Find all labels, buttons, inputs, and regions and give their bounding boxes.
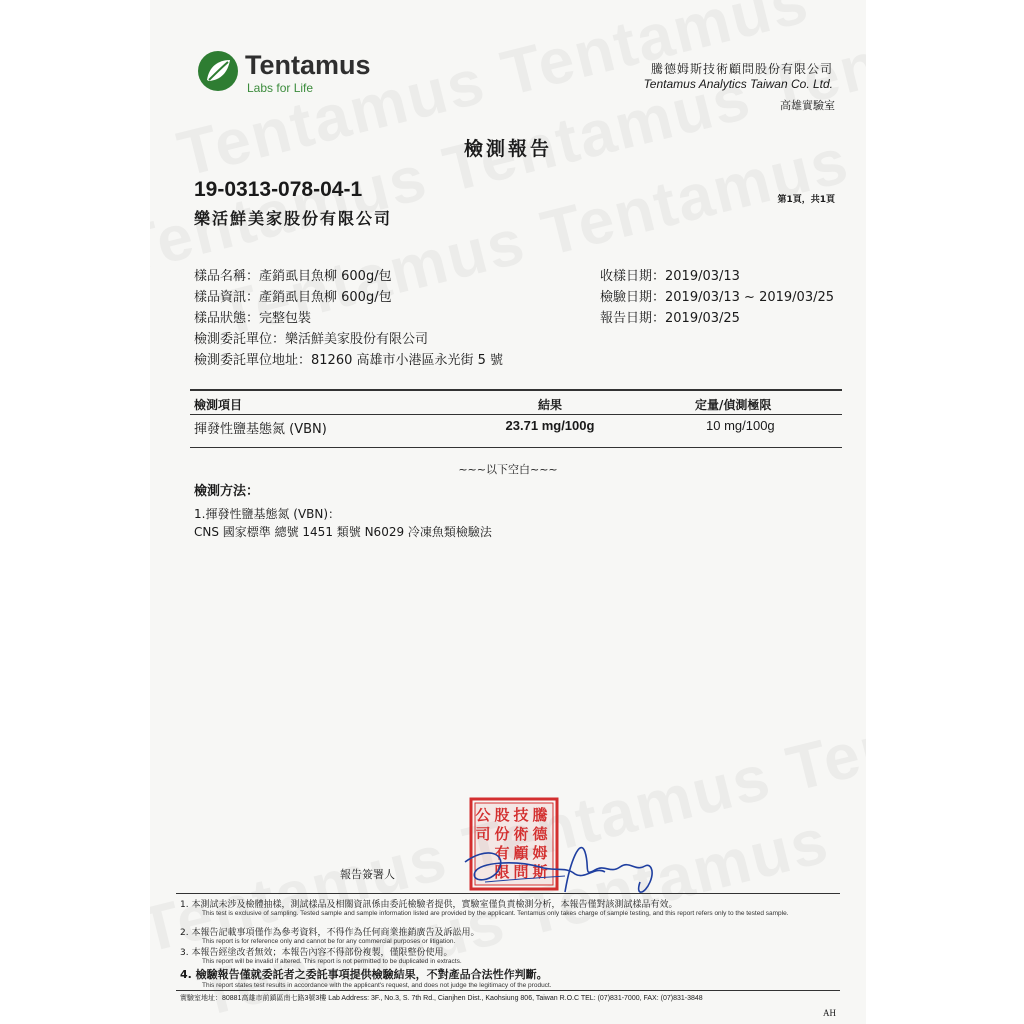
lab-address: 實驗室地址：80881高雄市前鎮區南七路3號3樓 Lab Address: 3F., No.3, S. 7th Rd., Cianjhen Dist., Kaohsiung 806, Taiwan R.O.C TEL: (07)831-7000, FAX: (07)831-3848 [180,995,703,1002]
notes-rule [176,893,840,894]
seal-glyph: 份 [494,825,510,843]
result-limit: 10 mg/100g [706,418,775,433]
address-rule [176,990,840,991]
seal-glyph: 有 [494,844,510,862]
note-2-en: This report is for reference only and cannot be for any commercial purposes or litigation. [202,938,456,945]
report-number: 19-0313-078-04-1 [194,178,363,201]
note-3-en: This report will be invalid if altered. This report is not permitted to be duplicated in extracts. [202,958,462,965]
note-2-zh: 2. 本報告記載事項僅作為參考資料，不得作為任何商業推銷廣告及訴訟用。 [180,928,480,938]
logo-name: Tentamus [245,50,371,80]
seal-glyph: 限 [494,863,510,881]
note-1-en: This test is exclusive of sampling. Tested sample and sample information listed are provided by the applicant. Tentamus only takes charge of sample testing, and this report refers only to the tested sample. [202,910,789,917]
blank-below-note: ~~~以下空白~~~ [458,463,558,476]
sample-info: 樣品資訊：產銷虱目魚柳 600g/包 [194,290,392,305]
seal-glyph: 技 [513,806,529,824]
table-top-rule [190,389,842,391]
company-name-zh: 騰德姆斯技術顧問股份有限公司 [650,62,833,76]
received-date: 收樣日期：2019/03/13 [600,269,740,284]
seal-glyph: 問 [513,863,529,881]
test-date: 檢驗日期：2019/03/13 ~ 2019/03/25 [600,290,835,305]
seal-glyph: 姆 [532,844,548,862]
client-address: 檢測委託單位地址：81260 高雄市小港區永光街 5 號 [194,353,504,368]
sample-name: 樣品名稱：產銷虱目魚柳 600g/包 [194,269,392,284]
client-name: 樂活鮮美家股份有限公司 [194,209,393,228]
note-3-zh: 3. 本報告經塗改者無效；本報告內容不得部份複製，僅限整份使用。 [180,948,453,958]
report-page [150,0,866,1024]
tentamus-leaf-logo [197,50,239,92]
seal-glyph: 司 [475,825,491,843]
seal-glyph: 騰 [532,806,548,824]
header-limit: 定量/偵測極限 [695,398,772,412]
company-name-en: Tentamus Analytics Taiwan Co. Ltd. [643,77,833,91]
seal-glyph: 顧 [513,844,529,862]
header-result: 結果 [537,398,562,412]
note-4-en: This report states test results in accordance with the applicant's request, and does not judge the legitimacy of the product. [202,982,552,989]
seal-glyph: 術 [513,825,529,843]
sample-status: 樣品狀態：完整包裝 [194,311,312,326]
method-line: CNS 國家標準 總號 1451 類號 N6029 冷凍魚類檢驗法 [194,525,492,539]
result-value: 23.71 mg/100g [505,418,595,433]
seal-glyph: 德 [532,825,548,843]
method-heading: 檢測方法： [194,484,260,499]
table-bottom-rule [190,447,842,448]
seal-glyph: 股 [494,806,510,824]
page-info: 第1頁，共1頁 [777,195,835,205]
sample-info-left [194,266,503,371]
report-title: 檢測報告 [463,138,552,160]
client-unit: 檢測委託單位：樂活鮮美家股份有限公司 [194,332,429,347]
logo-tagline: Labs for Life [247,81,314,95]
signatory-label: 報告簽署人 [340,868,395,881]
header-test-item: 檢測項目 [194,398,243,412]
note-1-zh: 1. 本測試未涉及檢體抽樣，測試樣品及相關資訊係由委託檢驗者提供，實驗室僅負責檢測分析，本報告僅對該測試樣品有效。 [180,900,678,910]
initials: AH [823,1008,836,1018]
note-4-zh: 4. 檢驗報告僅就委託者之委託事項提供檢驗結果，不對產品合法性作判斷。 [180,968,548,981]
result-item: 揮發性鹽基態氮 (VBN) [194,422,327,437]
sample-info-right [600,266,834,329]
handwritten-signature [445,822,675,902]
seal-glyph: 公 [475,806,491,824]
table-header-rule [190,414,842,415]
lab-name: 高雄實驗室 [780,99,835,112]
method-line: 1.揮發性鹽基態氮 (VBN)： [194,507,341,521]
seal-glyph: 斯 [532,863,548,881]
report-date: 報告日期：2019/03/25 [600,311,740,326]
